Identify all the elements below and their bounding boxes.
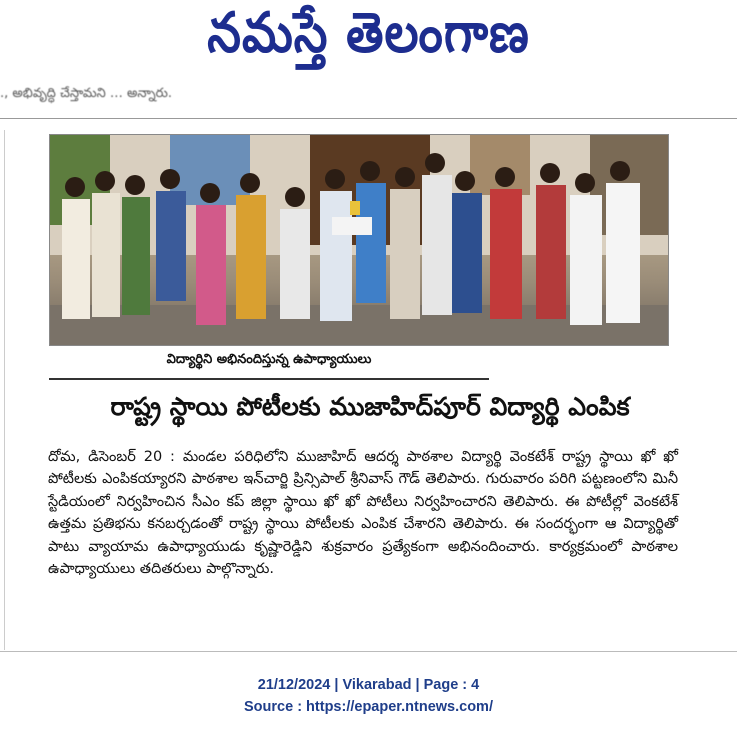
page-edge bbox=[0, 130, 5, 650]
news-photo bbox=[49, 134, 669, 346]
article-body: దోమ, డిసెంబర్ 20 : మండల పరిధిలోని ముజాహిద్ ఆదర్శ పాఠశాల విద్యార్థి వెంకటేశ్ రాష్ట్ర స్థాయి ఖో ఖో పోటీలకు ఎంపికయ్యారని పాఠశాల ఇన్‌చార్జి ప్రిన్సిపాల్ శ్రీనివాస్ గౌడ్ తెలిపారు. గురువారం పరిగి పట్టణంలోని మినీ స్టేడియంలో నిర్వహించిన సీఎం కప్ జిల్లా స్థాయి ఖో ఖో పోటీలు నిర్వహించారని తెలిపారు. ఈ పోటీల్లో వెంకటేశ్ ఉత్తమ ప్రతిభను కనబర్చడంతో రాష్ట్ర స్థాయి పోటీలకు ఎంపిక చేశారని తెలిపారు. ఈ సందర్భంగా ఆ విద్యార్థితో పాటు వ్యాయామ ఉపాధ్యాయుడు కృష్ణారెడ్డిని శుక్రవారం ప్రత్యేకంగా అభినందించారు. కార్యక్రమంలో పాఠశాల ఉపాధ్యాయులు తదితరులు పాల్గొన్నారు. bbox=[48, 449, 678, 578]
article-headline: రాష్ట్ర స్థాయి పోటీలకు ముజాహిద్‌పూర్ విద్యార్థి ఎంపిక bbox=[110, 392, 630, 421]
source-link[interactable]: Source : https://epaper.ntnews.com/ bbox=[244, 699, 493, 715]
caption-divider bbox=[49, 378, 489, 380]
group-photo-illustration bbox=[50, 135, 668, 345]
date-edition-page: 21/12/2024 | Vikarabad | Page : 4 bbox=[257, 677, 480, 693]
photo-caption: విద్యార్థిని అభినందిస్తున్న ఉపాధ్యాయులు bbox=[166, 352, 372, 367]
divider bbox=[0, 651, 737, 652]
newspaper-logo: నమస్తే తెలంగాణ bbox=[207, 0, 530, 66]
divider bbox=[0, 118, 737, 119]
masthead bbox=[0, 0, 737, 80]
previous-article-cutline: ., అభివృద్ధి చేస్తామని … అన్నారు. bbox=[0, 86, 173, 101]
clipping-footer bbox=[0, 674, 737, 718]
